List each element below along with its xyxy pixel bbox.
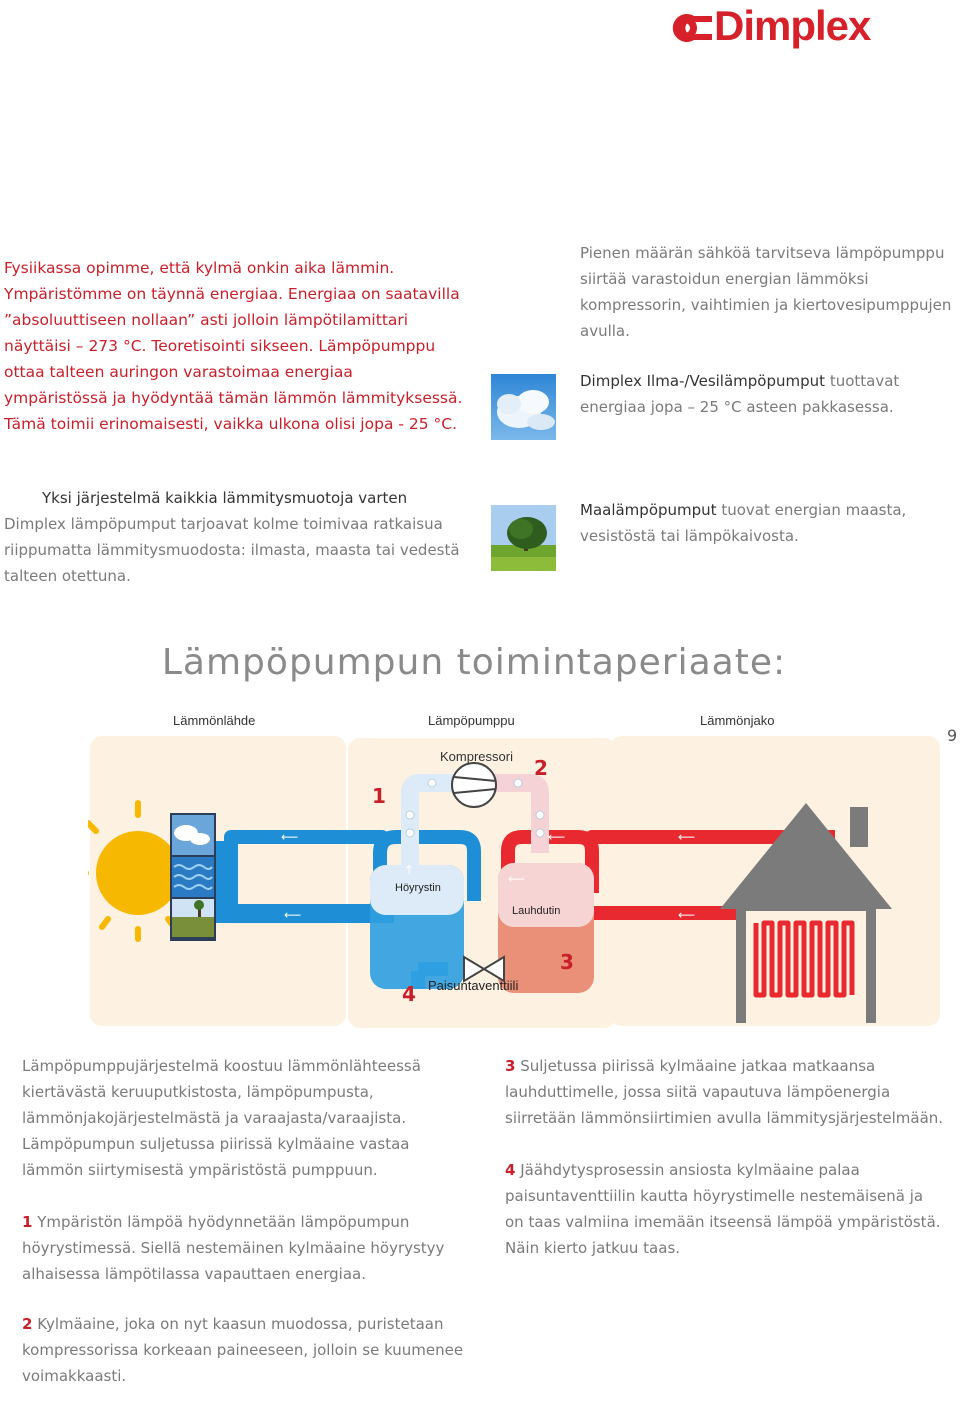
step-4-line: Näin kierto jatkuu taas. [505,1239,681,1257]
one-system-line: riippumatta lämmitysmuodosta: ilmasta, maasta tai vedestä [4,541,460,559]
step-3-number: 3 [505,1057,516,1075]
flow-arrow-icon: ⟵ [284,908,302,922]
heat-source-label: Lämmönlähde [173,713,256,728]
step-3-line: lauhduttimelle, jossa siitä vapautuva lämpöenergia [505,1083,891,1101]
source-column [170,813,216,941]
ground-pump-title: Maalämpöpumput [580,501,717,519]
step-1-line: alhaisessa lämpötilassa vapauttaen energiaa. [22,1265,366,1283]
intro-line: Ympäristömme on täynnä energiaa. Energiaa on saatavilla [4,285,460,303]
ground-pump-line2: vesistöstä tai lämpökaivosta. [580,527,799,545]
dimplex-logo [672,4,940,58]
intro-body-line: kiertävästä keruuputkistosta, lämpöpumpusta, [22,1083,374,1101]
intro-body-line: Lämpöpumpun suljetussa piirissä kylmäaine vastaa [22,1135,410,1153]
step-4-line: on taas valmiina imemään itseensä lämpöä ympäristöstä. [505,1213,941,1231]
intro-paragraph [4,255,474,437]
dimplex-logo-icon [672,8,712,48]
step-number: 2 [534,756,548,780]
heat-distribution-label: Lämmönjako [700,713,775,728]
one-system-line: Dimplex lämpöpumput tarjoavat kolme toimivaa ratkaisua [4,515,443,533]
evaporator-label: Höyrystin [395,882,441,894]
step-number: 3 [560,950,574,974]
step-1-line: höyrystimessä. Siellä nestemäinen kylmäaine höyrystyy [22,1239,445,1257]
left-column [22,1053,472,1313]
air-water-pump-rest: tuottavat [829,372,900,390]
step-4-line: paisuntaventtiilin kautta höyrystimelle nestemäisenä ja [505,1187,924,1205]
one-system-section [4,485,474,589]
right-column [505,1053,950,1287]
flow-arrow-icon: ↑ [404,863,415,877]
air-water-pump-text [580,368,955,420]
pump-description-line: avulla. [580,322,630,340]
page-number: 9 [947,726,958,745]
step-number: 1 [372,784,386,808]
step-2-line: kompressorissa korkeaan paineeseen, jolloin se kuumenee [22,1341,464,1359]
pump-description-line: kompressorin, vaihtimien ja kiertovesipumppujen [580,296,952,314]
air-water-pump-title: Dimplex Ilma-/Vesilämpöpumput [580,372,826,390]
one-system-heading: Yksi järjestelmä kaikkia lämmitysmuotoja varten [42,489,408,507]
intro-body-line: Lämpöpumppujärjestelmä koostuu lämmönlähteessä [22,1057,421,1075]
intro-body-line: lämmönjakojärjestelmästä ja varaajasta/varaajista. [22,1109,407,1127]
flow-arrow-icon: ⟵ [548,830,566,844]
intro-line: ottaa talteen auringon varastoimaa energiaa [4,363,353,381]
bottom-column [22,1311,472,1415]
air-water-pump-line2: energiaa jopa – 25 °C asteen pakkasessa. [580,398,894,416]
ground-pump-rest: tuovat energian maasta, [721,501,907,519]
step-1-number: 1 [22,1213,33,1231]
step-4-number: 4 [505,1161,516,1179]
compressor-label: Kompressori [440,749,513,764]
step-1-line: Ympäristön lämpöä hyödynnetään lämpöpumpun [37,1213,410,1231]
compressor-icon [452,763,496,807]
flow-arrow-icon: ⟵ [508,872,526,886]
intro-line: Fysiikassa opimme, että kylmä onkin aika lämmin. [4,259,395,277]
intro-line: ”absoluuttiseen nollaan” asti jolloin lämpötilamittari [4,311,409,329]
pump-description-line: Pienen määrän sähköä tarvitseva lämpöpumppu [580,244,945,262]
one-system-line: talteen otettuna. [4,567,131,585]
condenser-label: Lauhdutin [512,905,561,917]
step-4-line: Jäähdytysprosessin ansiosta kylmäaine palaa [520,1161,860,1179]
step-2-line: Kylmäaine, joka on nyt kaasun muodossa, puristetaan [37,1315,444,1333]
intro-line: Tämä toimii erinomaisesti, vaikka ulkona olisi jopa - 25 °C. [4,415,458,433]
step-3-line: siirretään lämmönsiirtimien avulla lämmitysjärjestelmään. [505,1109,944,1127]
sky-clouds-image [491,374,556,440]
flow-arrow-icon: ⟵ [678,830,696,844]
expansion-valve-label: Paisuntaventtiili [428,978,519,993]
flow-arrow-icon: ⟵ [678,908,696,922]
heat-pump-diagram [88,733,944,1033]
intro-body-line: lämmön siirtymisestä ympäristöstä pumppuun. [22,1161,378,1179]
pump-description [580,240,955,344]
flow-arrow-icon: ⟵ [281,830,299,844]
step-2-line: voimakkaasti. [22,1367,127,1385]
step-3-line: Suljetussa piirissä kylmäaine jatkaa matkaansa [520,1057,876,1075]
intro-line: ympäristössä ja hyödyntää tämän lämmön lämmityksessä. [4,389,463,407]
diagram-title: Lämpöpumpun toimintaperiaate: [161,642,787,683]
step-2-number: 2 [22,1315,33,1333]
intro-line: näyttäisi – 273 °C. Teoretisointi sikseen. Lämpöpumppu [4,337,436,355]
step-number: 4 [402,982,416,1006]
heat-pump-label: Lämpöpumppu [428,713,515,728]
radiator-icon [756,923,852,995]
tree-field-image [491,505,556,571]
brand-name: Dimplex [714,2,871,49]
pump-description-line: siirtää varastoidun energian lämmöksi [580,270,869,288]
ground-pump-text [580,497,955,549]
